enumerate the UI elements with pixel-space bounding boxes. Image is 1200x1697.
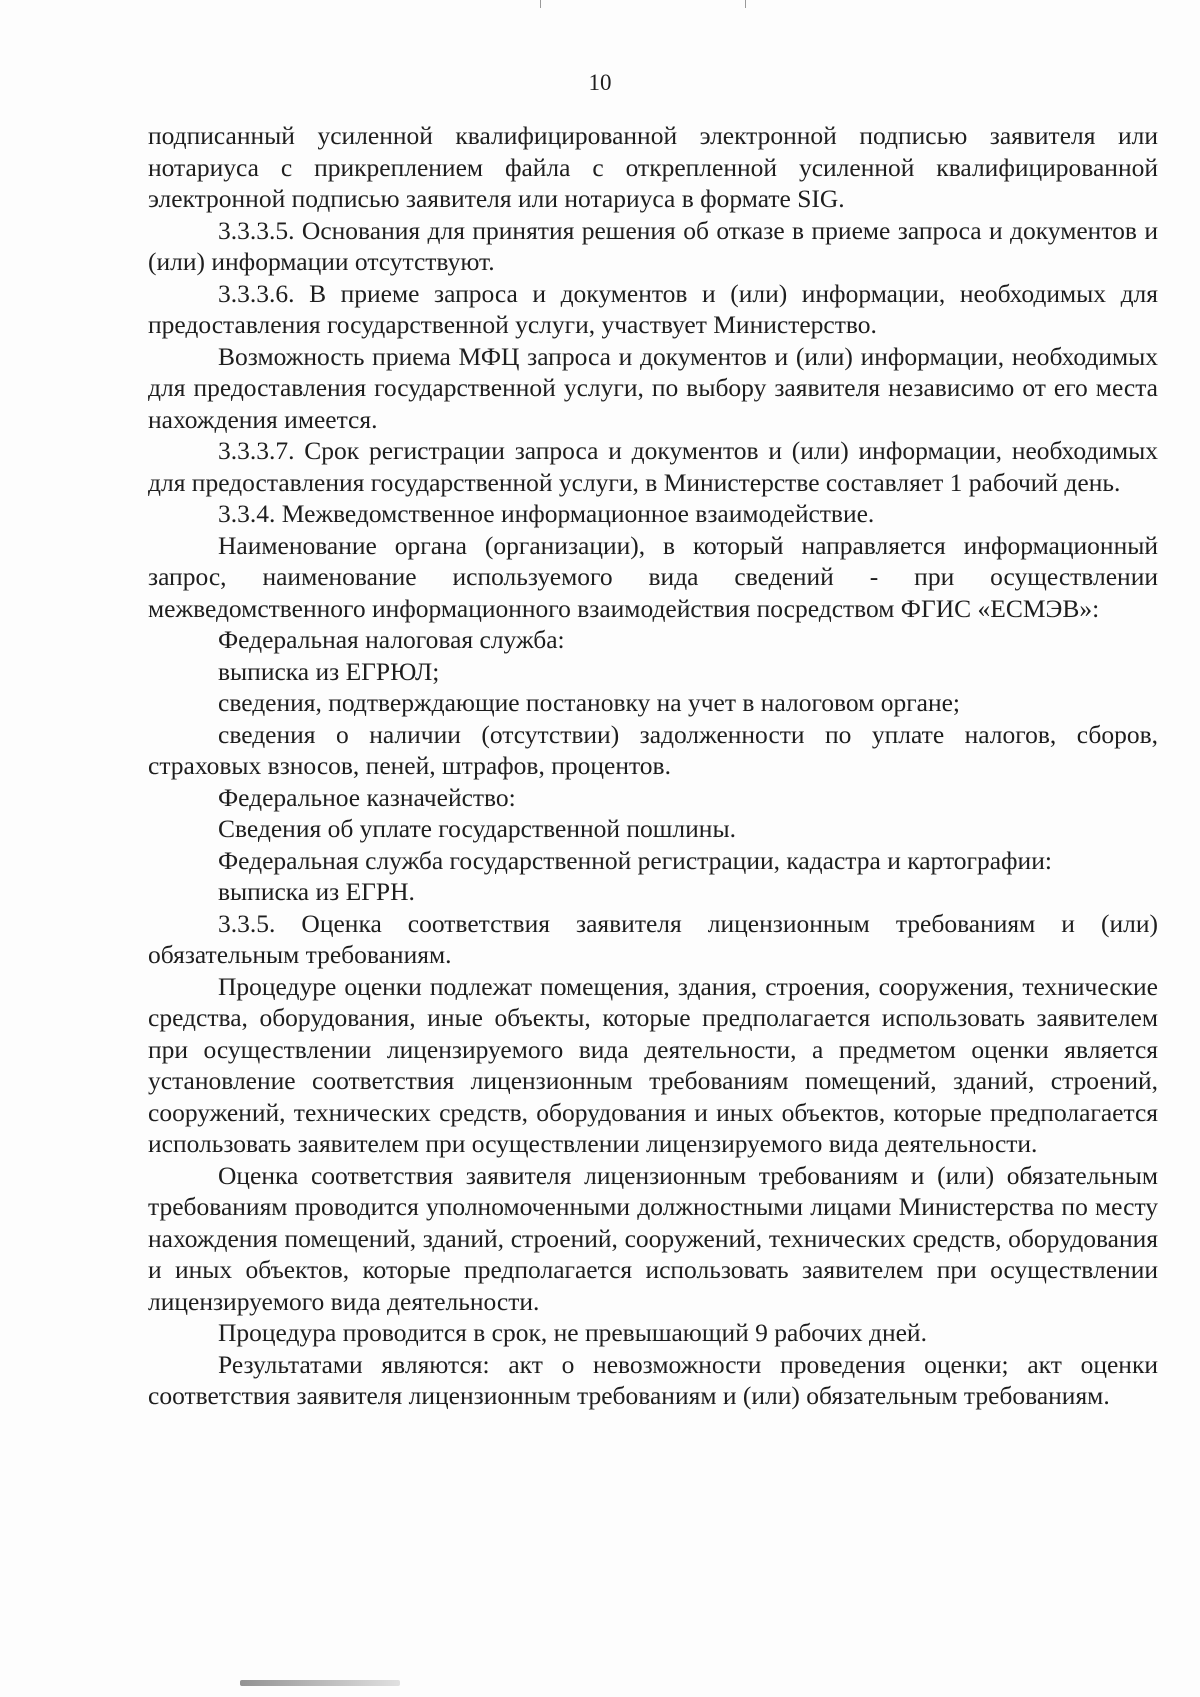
paragraph: выписка из ЕГРЮЛ;	[218, 656, 440, 686]
paragraph: Процедуре оценки подлежат помещения, здания, строения, сооружения, технические средства, оборудования, иные объекты, которые предполагается использовать заявителем при осуществлении лицензируемого вида деятельности, а предметом оценки является установление соответствия лицензионным требованиям помещений, зданий, строений, сооружений, технических средств, оборудования и иных объектов, которые предполагается использовать заявителем при осуществлении лицензируемого вида деятельности.	[148, 971, 1158, 1158]
paragraph: Наименование органа (организации), в который направляется информационный запрос, наименование используемого вида сведений - при осуществлении межведомственного информационного взаимодействия посредством ФГИС «ЕСМЭВ»:	[148, 530, 1158, 623]
paragraph: сведения, подтверждающие постановку на учет в налоговом органе;	[218, 688, 961, 717]
paragraph: 3.3.3.7. Срок регистрации запроса и документов и (или) информации, необходимых для предоставления государственной услуги, в Министерстве составляет 1 рабочий день.	[148, 436, 1158, 497]
paragraph: Сведения об уплате государственной пошлины.	[218, 814, 736, 843]
paragraph: выписка из ЕГРН.	[218, 877, 415, 906]
page-number: 10	[588, 70, 612, 95]
paragraph: подписанный усиленной квалифицированной электронной подписью заявителя или нотариуса с прикреплением файла с открепленной усиленной квалифицированной электронной подписью заявителя или нотариуса в формате SIG.	[148, 121, 1158, 213]
paragraph: Результатами являются: акт о невозможности проведения оценки; акт оценки соответствия заявителя лицензионным требованиям и (или) обязательным требованиям.	[148, 1349, 1158, 1410]
scan-artifact	[745, 0, 746, 8]
paragraph: Оценка соответствия заявителя лицензионным требованиям и (или) обязательным требованиям проводится уполномоченными должностными лицами Министерства по месту нахождения помещений, зданий, строений, сооружений, технических средств, оборудования и иных объектов, которые предполагается использовать заявителем при осуществлении лицензируемого вида деятельности.	[148, 1160, 1158, 1316]
paragraph: 3.3.5. Оценка соответствия заявителя лицензионным требованиям и (или) обязательным требованиям.	[148, 908, 1158, 969]
paragraph: 3.3.3.5. Основания для принятия решения об отказе в приеме запроса и документов и (или) информации отсутствуют.	[148, 215, 1158, 276]
paragraph: Возможность приема МФЦ запроса и документов и (или) информации, необходимых для предоставления государственной услуги, по выбору заявителя независимо от его места нахождения имеется.	[148, 341, 1158, 434]
paragraph: сведения о наличии (отсутствии) задолженности по уплате налогов, сборов, страховых взносов, пеней, штрафов, процентов.	[148, 719, 1158, 780]
scan-artifact	[240, 1680, 400, 1686]
paragraph: Федеральная служба государственной регистрации, кадастра и картографии:	[218, 845, 1052, 875]
paragraph: Федеральное казначейство:	[218, 782, 516, 812]
paragraph: Процедура проводится в срок, не превышающий 9 рабочих дней.	[218, 1318, 927, 1347]
document-body	[148, 120, 1158, 1412]
paragraph: 3.3.4. Межведомственное информационное взаимодействие.	[218, 499, 875, 528]
paragraph: Федеральная налоговая служба:	[218, 625, 565, 654]
paragraph: 3.3.3.6. В приеме запроса и документов и (или) информации, необходимых для предоставления государственной услуги, участвует Министерство.	[148, 278, 1158, 339]
scan-artifact	[540, 0, 541, 8]
